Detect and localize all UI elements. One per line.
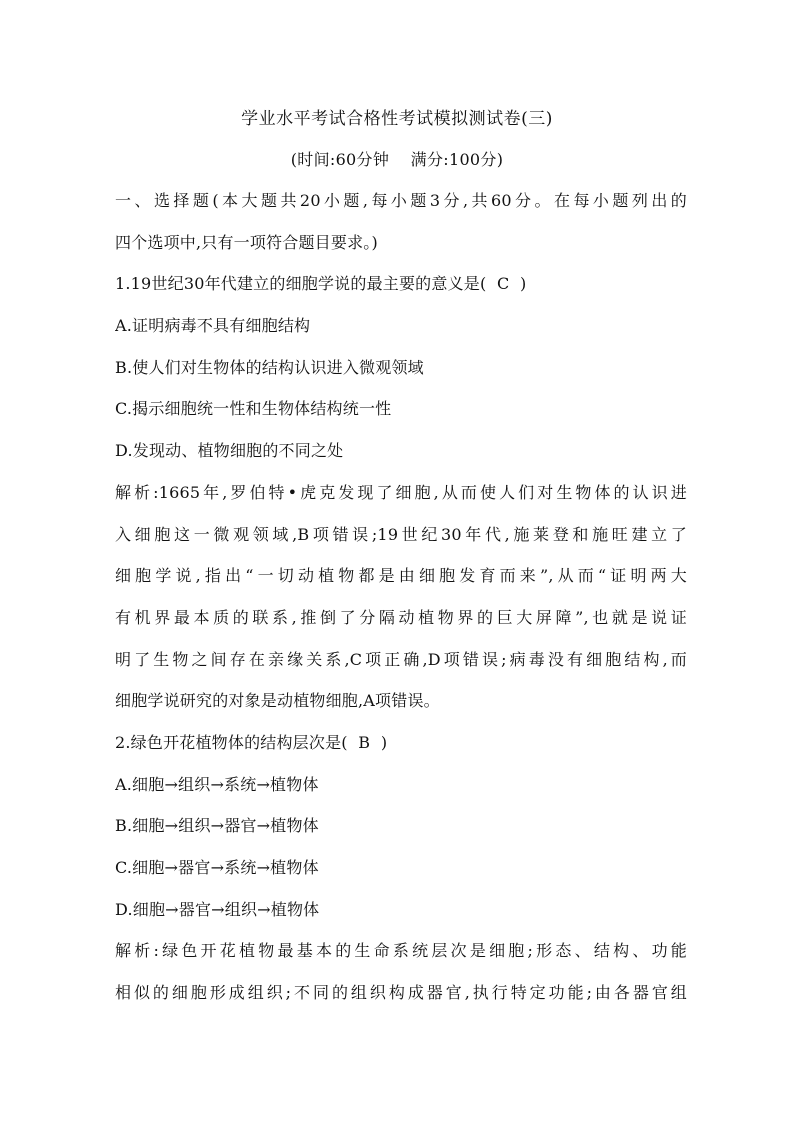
question-2-option-d: D.细胞→器官→组织→植物体 — [115, 899, 320, 919]
question-2-option-c: C.细胞→器官→系统→植物体 — [115, 858, 319, 877]
question-1-analysis-line: 细胞学说研究的对象是动植物细胞,A项错误。 — [115, 691, 440, 711]
section-instruction-line-2: 四个选项中,只有一项符合题目要求。) — [115, 232, 378, 252]
question-1-answer: C — [486, 274, 521, 294]
question-1-close-paren: ) — [520, 274, 527, 294]
question-2-text: 2.绿色开花植物体的结构层次是( — [115, 732, 348, 752]
question-1-text: 1.19世纪30年代建立的细胞学说的最主要的意义是( — [115, 274, 487, 294]
question-1-analysis-line: 入细胞这一微观领域,B项错误;19世纪30年代,施莱登和施旺建立了 — [115, 524, 687, 544]
question-1-analysis-line: 明了生物之间存在亲缘关系,C项正确,D项错误;病毒没有细胞结构,而 — [115, 649, 687, 669]
exam-time-and-score: (时间:60分钟 满分:100分) — [290, 150, 504, 169]
question-2-option-b: B.细胞→组织→器官→植物体 — [115, 816, 319, 836]
question-1-stem — [115, 263, 687, 305]
question-2-option-a: A.细胞→组织→系统→植物体 — [115, 774, 319, 794]
section-instruction-line-1: 一、选择题(本大题共20小题,每小题3分,共60分。在每小题列出的 — [115, 191, 687, 210]
question-2-analysis-line: 相似的细胞形成组织;不同的组织构成器官,执行特定功能;由各器官组 — [115, 983, 687, 1003]
question-2-analysis-line: 解析:绿色开花植物最基本的生命系统层次是细胞;形态、结构、功能 — [115, 941, 687, 961]
page-title: 学业水平考试合格性考试模拟测试卷(三) — [241, 109, 553, 129]
question-1-option-c: C.揭示细胞统一性和生物体结构统一性 — [115, 399, 392, 419]
question-2-answer: B — [347, 732, 381, 752]
exam-body — [115, 180, 687, 1014]
question-2-stem — [115, 722, 687, 764]
question-1-option-d: D.发现动、植物细胞的不同之处 — [115, 441, 344, 461]
question-2-close-paren: ) — [380, 732, 388, 752]
question-1-analysis-line: 细胞学说,指出“一切动植物都是由细胞发育而来”,从而“证明两大 — [115, 566, 687, 586]
question-1-analysis-line: 有机界最本质的联系,推倒了分隔动植物界的巨大屏障”,也就是说证 — [115, 607, 687, 627]
question-1-option-a: A.证明病毒不具有细胞结构 — [115, 316, 311, 336]
question-1-analysis-line: 解析:1665年,罗伯特•虎克发现了细胞,从而使人们对生物体的认识进 — [115, 482, 687, 502]
question-1-option-b: B.使人们对生物体的结构认识进入微观领域 — [115, 357, 424, 377]
